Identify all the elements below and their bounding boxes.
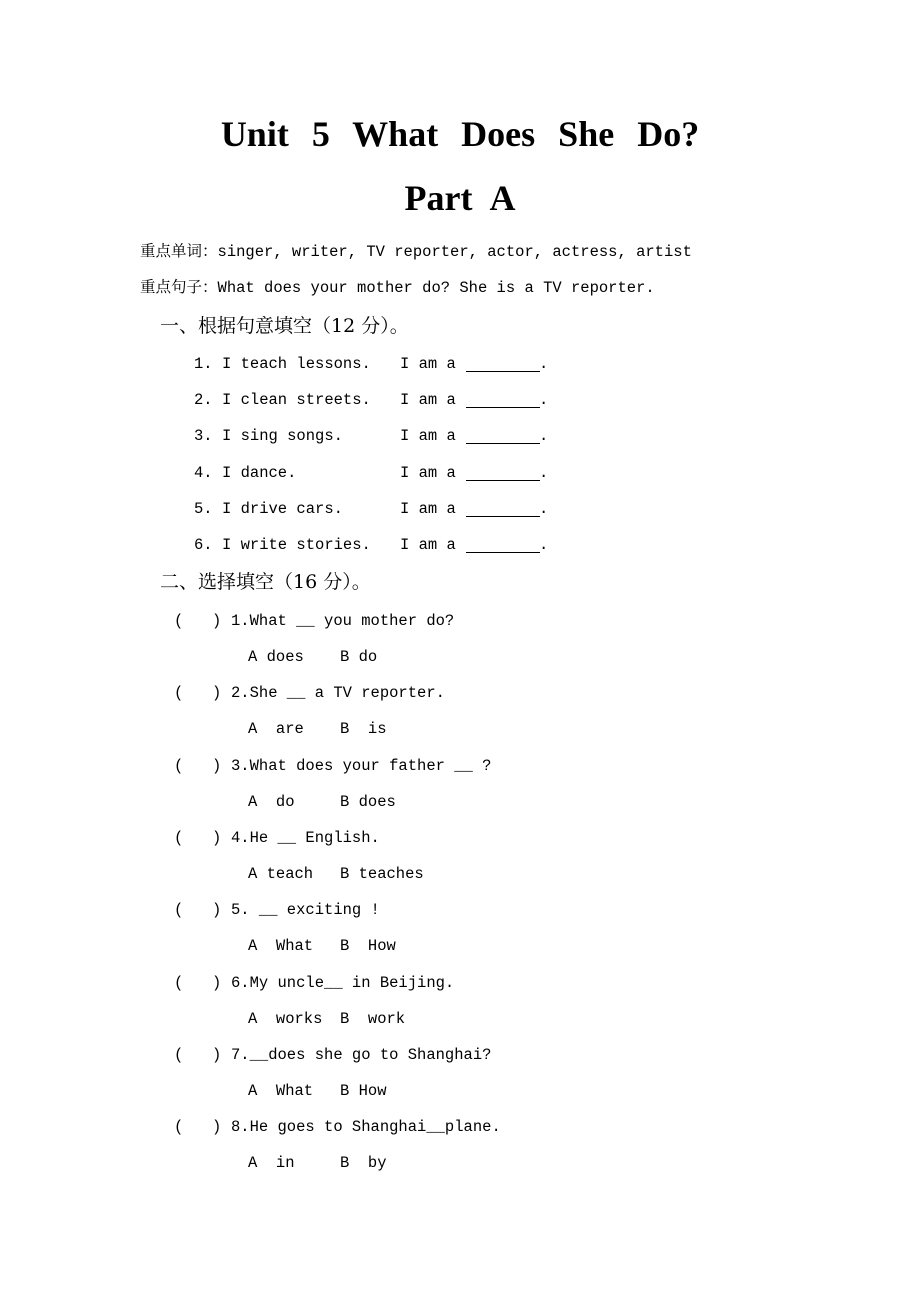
option-a: A in [248, 1154, 295, 1173]
period: . [539, 427, 549, 446]
answer-paren-close[interactable]: ) [212, 684, 222, 703]
period: . [539, 463, 549, 482]
key-sentences-label: 重点句子： [140, 279, 218, 297]
answer-paren-open[interactable]: ( [174, 1118, 184, 1137]
answer-paren-close[interactable]: ) [212, 901, 222, 920]
answer-blank[interactable] [466, 371, 540, 372]
answer-paren-open[interactable]: ( [174, 901, 184, 920]
answer-paren-open[interactable]: ( [174, 756, 184, 775]
answer-prefix: I am a [400, 499, 456, 518]
item-number: 2. [194, 391, 213, 410]
section1-heading: 一、根据句意填空（12 分）。 [160, 315, 409, 337]
item-sentence: I teach lessons. [222, 355, 371, 373]
answer-blank[interactable] [466, 480, 540, 481]
option-a: A What [248, 1081, 314, 1100]
answer-paren-open[interactable]: ( [174, 612, 184, 630]
item-sentence: I drive cars. [222, 499, 343, 518]
question-text: 7.__does she go to Shanghai? [231, 1045, 492, 1064]
item-sentence: I dance. [222, 463, 297, 482]
section2-heading: 二、选择填空（16 分）。 [160, 571, 371, 593]
answer-paren-close[interactable]: ) [212, 612, 222, 630]
answer-paren-open[interactable]: ( [174, 684, 184, 703]
key-words-label: 重点单词： [140, 243, 218, 261]
question-text: 1.What __ you mother do? [231, 612, 455, 630]
worksheet-title: Unit 5 What Does She Do? [220, 114, 700, 154]
period: . [539, 499, 549, 518]
period: . [539, 536, 549, 554]
period: . [539, 355, 549, 373]
item-sentence: I sing songs. [222, 427, 343, 446]
worksheet-subtitle: Part A [404, 178, 516, 218]
option-b: B do [340, 648, 378, 666]
item-sentence: I write stories. [222, 536, 371, 554]
answer-paren-close[interactable]: ) [212, 756, 222, 775]
answer-paren-close[interactable]: ) [212, 1045, 222, 1064]
option-a: A works [248, 1009, 323, 1028]
key-words-text: singer, writer, TV reporter, actor, actress, artist [217, 243, 692, 261]
answer-blank[interactable] [466, 443, 540, 444]
item-sentence: I clean streets. [222, 391, 371, 410]
option-b: B teaches [340, 864, 424, 883]
answer-prefix: I am a [400, 463, 456, 482]
option-b: B is [340, 720, 387, 739]
answer-paren-close[interactable]: ) [212, 1118, 222, 1137]
option-b: B by [340, 1154, 387, 1173]
period: . [539, 391, 549, 410]
item-number: 5. [194, 499, 213, 518]
answer-paren-open[interactable]: ( [174, 973, 184, 992]
answer-paren-open[interactable]: ( [174, 1045, 184, 1064]
answer-paren-open[interactable]: ( [174, 828, 184, 847]
option-b: B How [340, 937, 396, 956]
option-b: B How [340, 1081, 387, 1100]
key-words [140, 242, 692, 262]
answer-blank[interactable] [466, 407, 540, 408]
question-text: 3.What does your father __ ? [231, 756, 492, 775]
answer-prefix: I am a [400, 427, 456, 446]
option-a: A do [248, 792, 295, 811]
option-a: A teach [248, 864, 314, 883]
option-a: A does [248, 648, 304, 666]
key-sentences-text: What does your mother do? She is a TV reporter. [217, 279, 655, 297]
item-number: 6. [194, 536, 213, 554]
question-text: 4.He __ English. [231, 828, 380, 847]
question-text: 2.She __ a TV reporter. [231, 684, 445, 703]
option-b: B work [340, 1009, 406, 1028]
key-sentences [140, 278, 655, 298]
answer-paren-close[interactable]: ) [212, 828, 222, 847]
option-a: A What [248, 937, 314, 956]
item-number: 4. [194, 463, 213, 482]
answer-blank[interactable] [466, 552, 540, 553]
item-number: 3. [194, 427, 213, 446]
item-number: 1. [194, 355, 213, 373]
option-a: A are [248, 720, 304, 739]
answer-blank[interactable] [466, 516, 540, 517]
answer-paren-close[interactable]: ) [212, 973, 222, 992]
question-text: 5. __ exciting ! [231, 901, 380, 920]
question-text: 6.My uncle__ in Beijing. [231, 973, 455, 992]
question-text: 8.He goes to Shanghai__plane. [231, 1118, 501, 1137]
answer-prefix: I am a [400, 355, 456, 373]
answer-prefix: I am a [400, 391, 456, 410]
option-b: B does [340, 792, 396, 811]
answer-prefix: I am a [400, 536, 456, 554]
